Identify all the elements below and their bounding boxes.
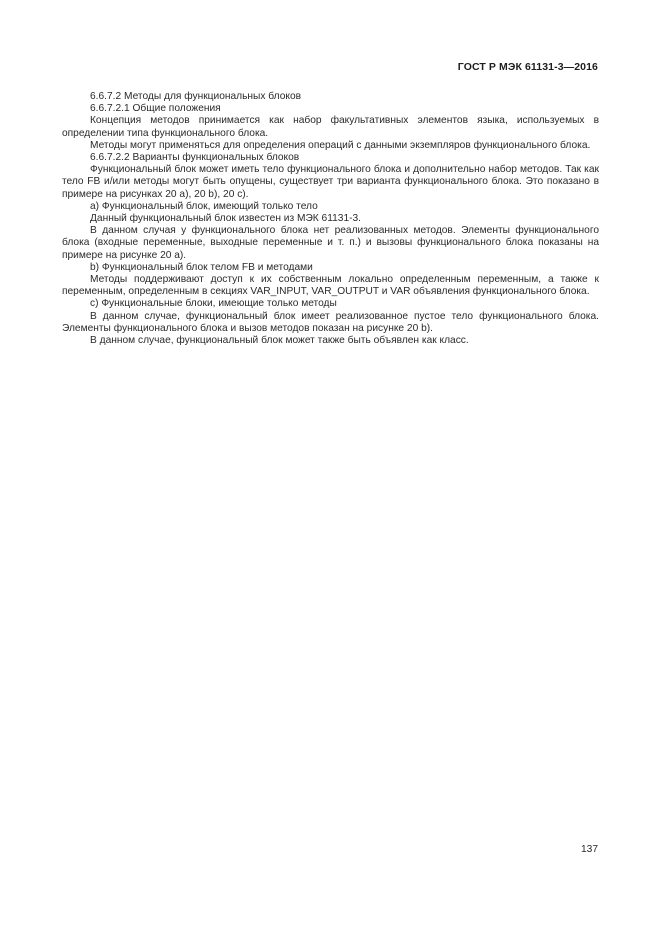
subsection-heading-6-6-7-2-1: 6.6.7.2.1 Общие положения [90,103,221,115]
page-number: 137 [581,844,598,855]
paragraph-class-declaration: В данном случае, функциональный блок может также быть объявлен как класс. [90,335,469,347]
subsection-heading-6-6-7-2-2: 6.6.7.2.2 Варианты функциональных блоков [90,152,300,164]
paragraph-methods-access: Методы поддерживают доступ к их собственным локально определенным переменным, а также к переменным, определенным в секциях VAR_INPUT, VAR_OUTPUT и VAR объявления функционального блока. [62,274,599,298]
paragraph-fb-known: Данный функциональный блок известен из МЭК 61131-3. [90,213,362,225]
paragraph-methods-concept: Концепция методов принимается как набор факультативных элементов языка, используемых в определении типа функционального блока. [62,115,599,139]
list-item-c: с) Функциональные блоки, имеющие только методы [90,298,337,310]
section-heading-6-6-7-2: 6.6.7.2 Методы для функциональных блоков [90,91,302,102]
paragraph-empty-body: В данном случае, функциональный блок имеет реализованное пустое тело функционального блока. Элементы функционального блока и вызов методов показан на рисунке 20 b). [62,310,599,334]
list-item-b: b) Функциональный блок телом FB и методами [90,261,313,273]
list-item-a: а) Функциональный блок, имеющий только тело [90,200,318,212]
paragraph-fb-variants: Функциональный блок может иметь тело функционального блока и дополнительно набор методов. Так как тело FB и/или методы могут быть опущены, существует три варианта функционального блока. Это показано в примере на рисунках 20 а), 20 b), 20 с). [62,164,599,200]
document-header: ГОСТ Р МЭК 61131-3—2016 [457,61,598,73]
paragraph-methods-usage: Методы могут применяться для определения операций с данными экземпляров функционального блока. [90,139,591,151]
document-body [62,91,599,347]
paragraph-fb-no-methods: В данном случая у функционального блока нет реализованных методов. Элементы функционального блока (входные переменные, выходные переменные и т. п.) и вызовы функционального блока показаны на примере на рисунке 20 а). [62,225,599,261]
